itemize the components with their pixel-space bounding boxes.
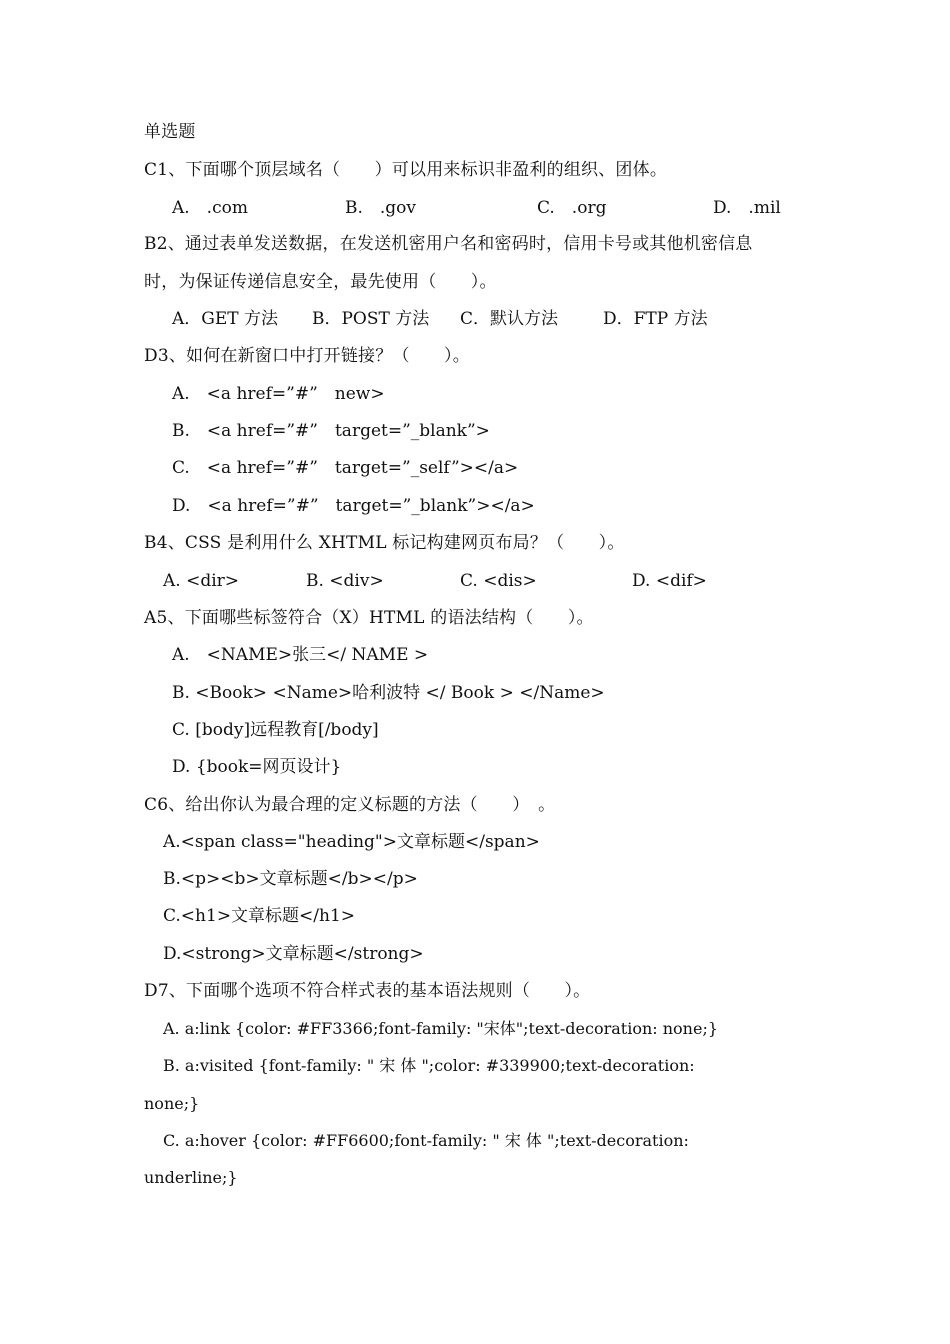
question-6-option-c: C.<h1>文章标题</h1> [163,906,356,926]
question-5-option-c: C. [body]远程教育[/body] [172,720,379,740]
question-5-option-b: B. <Book> <Name>哈利波特 </ Book > </Name> [172,683,605,703]
question-5-option-a: A. <NAME>张三</ NAME > [172,645,429,665]
question-4-option-a: A. <dir> [163,571,240,591]
question-7-option-c-line2: underline;} [144,1168,238,1187]
question-6-option-a: A.<span class="heading">文章标题</span> [163,832,540,852]
question-2-option-a: A．GET 方法 [172,309,279,329]
question-2-option-d: D．FTP 方法 [603,309,708,329]
question-1-option-d: D. .mil [713,198,781,218]
question-2-stem-line1: B2、通过表单发送数据，在发送机密用户名和密码时，信用卡号或其他机密信息 [144,234,753,254]
question-3-option-c: C. <a href=”#” target=”_self”></a> [172,458,519,478]
question-3-option-a: A. <a href=”#” new> [172,384,385,404]
question-7-option-b-line2: none;} [144,1094,200,1113]
question-2-option-c: C．默认方法 [460,309,559,329]
question-1-option-b: B. .gov [345,198,417,218]
question-2-option-b: B．POST 方法 [312,309,430,329]
question-2-stem-line2: 时，为保证传递信息安全，最先使用（ ）。 [144,272,497,292]
question-3-option-d: D. <a href=”#” target=”_blank”></a> [172,496,535,516]
question-4-stem: B4、CSS 是利用什么 XHTML 标记构建网页布局？（ ）。 [144,533,625,553]
question-5-stem: A5、下面哪些标签符合（X）HTML 的语法结构（ ）。 [144,608,594,628]
question-4-option-d: D. <dif> [632,571,707,591]
question-1-stem: C1、下面哪个顶层域名（ ）可以用来标识非盈利的组织、团体。 [144,160,668,180]
question-4-option-c: C. <dis> [460,571,537,591]
question-1-option-a: A. .com [172,198,248,218]
section-title: 单选题 [144,122,196,142]
question-6-option-b: B.<p><b>文章标题</b></p> [163,869,418,889]
question-7-option-b-line1: B. a:visited {font-family: " 宋 体 ";color: #339900;text-decoration: [163,1056,695,1075]
question-3-option-b: B. <a href=”#” target=”_blank”> [172,421,490,441]
question-7-option-c-line1: C. a:hover {color: #FF6600;font-family: " 宋 体 ";text-decoration: [163,1131,689,1150]
question-6-option-d: D.<strong>文章标题</strong> [163,944,424,964]
question-1-option-c: C. .org [537,198,607,218]
question-4-option-b: B. <div> [306,571,384,591]
question-6-stem: C6、给出你认为最合理的定义标题的方法（ ） 。 [144,795,556,815]
question-3-stem: D3、如何在新窗口中打开链接？（ ）。 [144,346,470,366]
question-5-option-d: D. {book=网页设计} [172,757,342,777]
question-7-option-a: A. a:link {color: #FF3366;font-family: "宋体";text-decoration: none;} [163,1019,719,1038]
question-7-stem: D7、下面哪个选项不符合样式表的基本语法规则（ ）。 [144,981,591,1001]
